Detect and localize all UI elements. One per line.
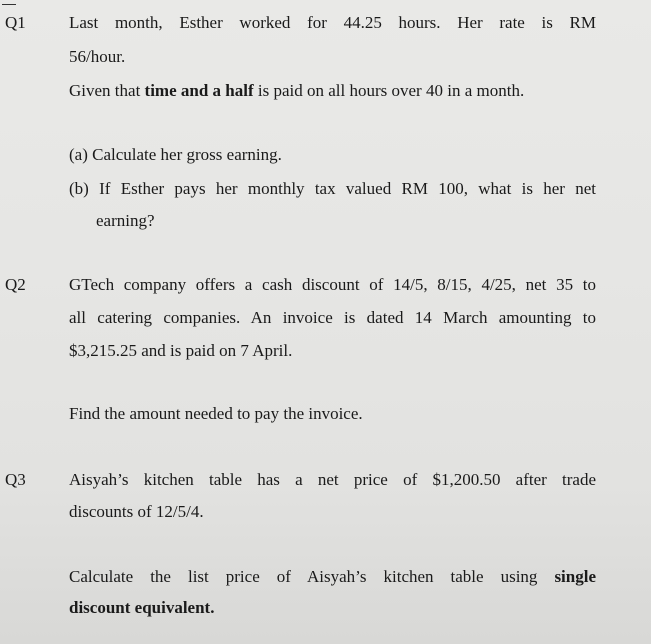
question-number-q1: Q1 xyxy=(5,13,26,32)
q1-line-1: Last month, Esther worked for 44.25 hours. Her rate is RM xyxy=(69,13,596,32)
q3-line-3 xyxy=(69,567,596,587)
q2-line-2: all catering companies. An invoice is dated 14 March amounting to xyxy=(69,308,596,327)
question-number-q2: Q2 xyxy=(5,275,26,294)
q1-part-a: (a) Calculate her gross earning. xyxy=(69,145,282,164)
q3-line-3-pre: Calculate the list price of Aisyah’s kitchen table using xyxy=(69,567,555,586)
q3-line-3-bold: single xyxy=(554,567,596,586)
question-number-q3: Q3 xyxy=(5,470,26,489)
q2-line-1: GTech company offers a cash discount of 14/5, 8/15, 4/25, net 35 to xyxy=(69,275,596,294)
q1-part-b-line-2: earning? xyxy=(96,211,155,230)
q1-line-2: 56/hour. xyxy=(69,47,126,66)
q1-line-3-pre: Given that xyxy=(69,81,145,100)
q3-line-1: Aisyah’s kitchen table has a net price of $1,200.50 after trade xyxy=(69,470,596,489)
q3-line-4-bold: discount equivalent. xyxy=(69,598,215,617)
q1-part-b-line-1: (b) If Esther pays her monthly tax valued RM 100, what is her net xyxy=(69,179,596,198)
q1-line-3-bold: time and a half xyxy=(144,81,254,100)
q2-line-3: $3,215.25 and is paid on 7 April. xyxy=(69,341,293,360)
corner-mark xyxy=(2,0,16,5)
q3-line-2: discounts of 12/5/4. xyxy=(69,502,204,521)
q2-line-4: Find the amount needed to pay the invoice. xyxy=(69,404,363,423)
q1-line-3 xyxy=(69,81,524,101)
q1-line-3-post: is paid on all hours over 40 in a month. xyxy=(253,81,525,100)
q3-line-4 xyxy=(69,598,214,618)
